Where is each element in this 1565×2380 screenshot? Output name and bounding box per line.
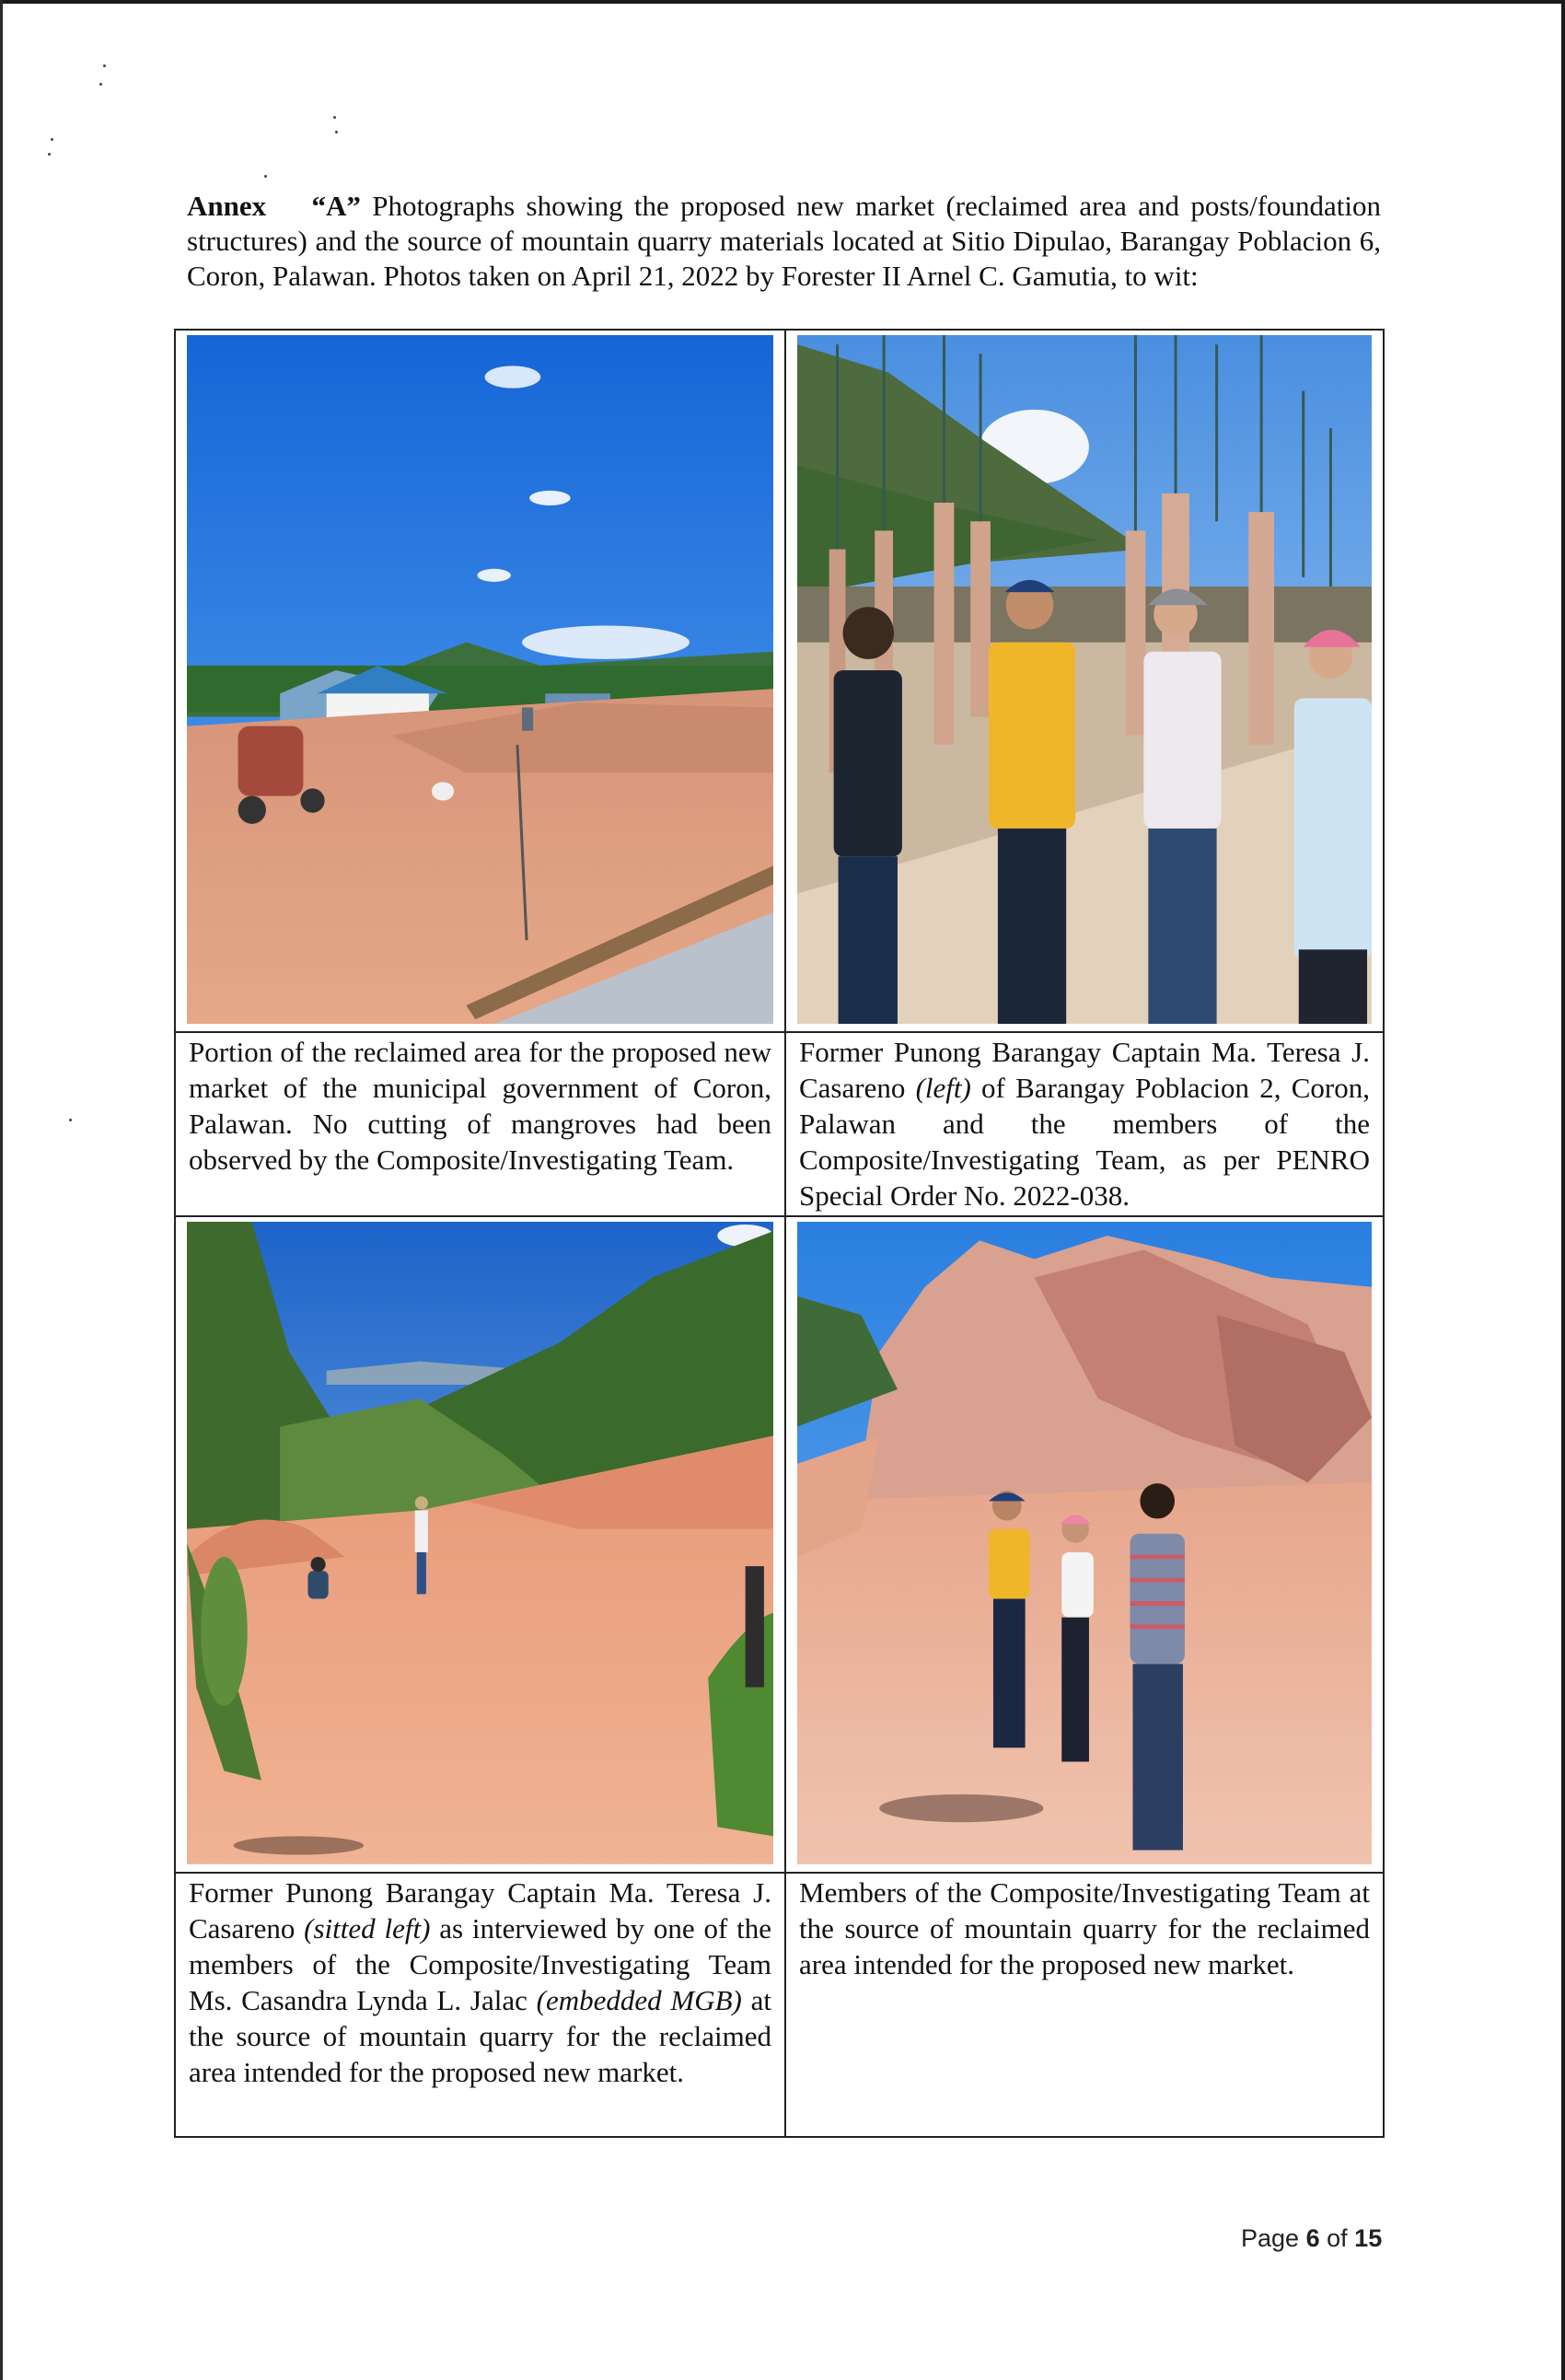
photo-quarry-team [797,1222,1372,1864]
photo-caption-4: Members of the Composite/Investigating Team at the source of mountain quarry for the reclaimed area intended for the proposed new market. [799,1875,1370,1980]
page-edge-left [0,0,3,2380]
page-number: Page 6 of 15 [1241,2224,1383,2252]
scan-speck [48,153,51,156]
scan-speck [264,175,267,178]
photo-cell [785,330,1384,1032]
caption-cell [785,1032,1384,1216]
scan-speck [51,138,53,141]
photo-cell [785,1216,1384,1873]
scan-speck [335,131,338,134]
photo-caption-3: Former Punong Barangay Captain Ma. Teresa J. Casareno (sitted left) as interviewed by one of the members of the Composite/Investigating Team Ms. Casandra Lynda L. Jalac (embedded MGB) at the source of mountain quarry for the reclaimed area intended for the proposed new market. [189,1875,772,2088]
photo-caption-1: Portion of the reclaimed area for the proposed new market of the municipal government of Coron, Palawan. No cutting of mangroves had been observed by the Composite/Investigating Team. [189,1036,771,1177]
caption-cell [175,1032,785,1216]
annex-description: Photographs showing the proposed new market (reclaimed area and posts/foundation structures) and the source of mountain quarry materials located at Sitio Dipulao, Barangay Poblacion 6, Coron, Palawan. Photos taken on April 21, 2022 by Forester II Arnel C. Gamutia, to wit: [187,190,1382,292]
scan-speck [99,83,102,86]
annex-intro [187,189,1381,294]
photo-reclaimed-area [187,335,773,1024]
photo-caption-2: Former Punong Barangay Captain Ma. Teresa J. Casareno (left) of Barangay Poblacion 2, Coron, Palawan and the members of the Composite/Investigating Team, as per PENRO Special Order No. 2022-038. [799,1036,1370,1213]
caption-cell [175,1873,785,2137]
caption-cell [785,1873,1384,2137]
scan-speck [103,64,106,67]
scan-speck [69,1119,72,1121]
scan-speck [333,116,336,119]
photo-site-visit-posts [797,335,1372,1024]
photo-cell [175,1216,785,1873]
photo-table [174,329,1385,2138]
page-edge-top [0,0,1565,4]
photo-cell [175,330,785,1032]
annex-label: Annex “A” [187,190,361,222]
photo-quarry-interview [187,1222,773,1864]
page-edge-right [1561,0,1565,2380]
